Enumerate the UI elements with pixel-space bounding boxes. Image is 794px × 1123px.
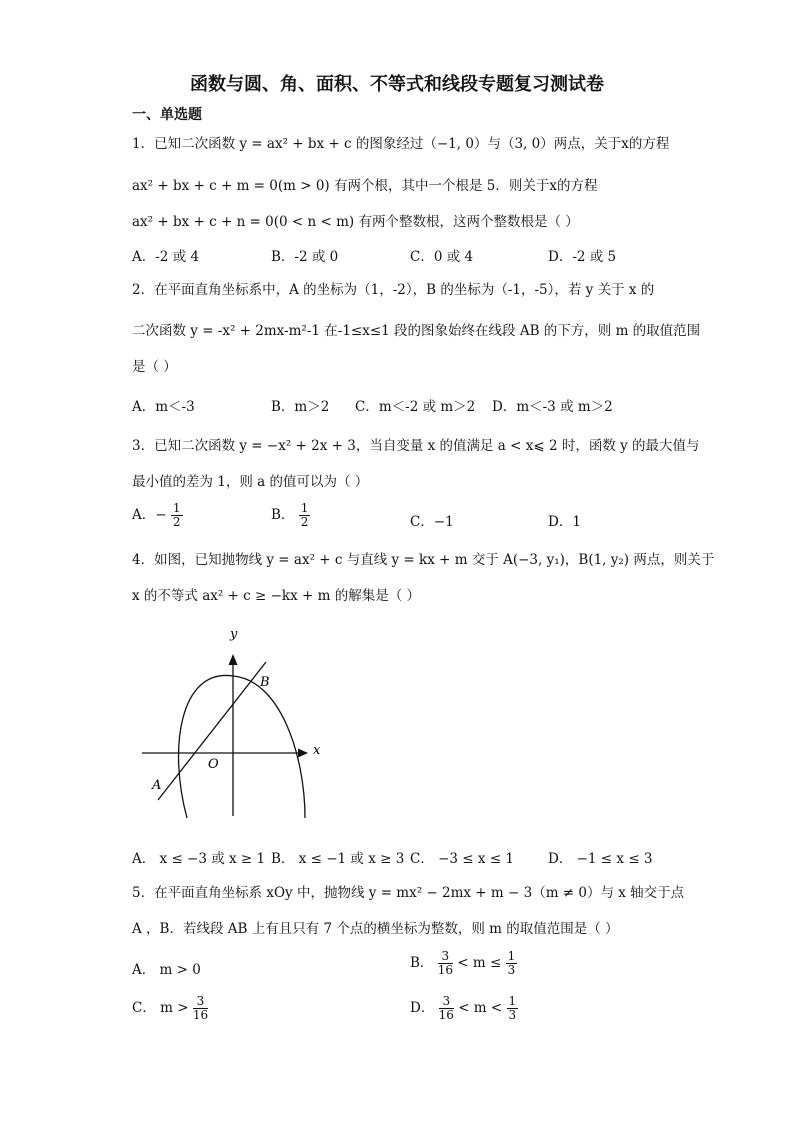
point-b-label: B	[260, 675, 270, 690]
q5-option-d-denominator-1: 16	[438, 1008, 454, 1022]
q5-option-d-numerator-2: 1	[508, 994, 517, 1008]
q5-option-d-denominator-2: 3	[508, 1008, 517, 1022]
q5-option-b[interactable]	[410, 950, 517, 977]
q5-option-c-numerator: 3	[193, 995, 208, 1009]
q3-option-a-denominator: 2	[172, 515, 181, 529]
q4-line1: 4．如图，已知抛物线 y = ax² + c 与直线 y = kx + m 交于 A(−3, y₁)，B(1, y₂) 两点，则关于	[132, 552, 715, 568]
q5-option-d-prefix: D．	[410, 1000, 435, 1016]
q5-option-b-numerator-1: 3	[438, 950, 453, 964]
q3-option-a[interactable]	[132, 502, 183, 529]
q2-line3: 是（ ）	[132, 359, 177, 375]
q5-option-c-prefix: C． m >	[132, 1000, 189, 1016]
straight-line	[158, 662, 266, 800]
q1-option-d[interactable]: D．-2 或 5	[548, 249, 617, 265]
q5-option-b-fraction-2	[506, 950, 518, 977]
q3-option-b-fraction	[299, 502, 311, 529]
q4-option-a[interactable]: A． x ≤ −3 或 x ≥ 1	[132, 851, 266, 867]
q4-option-c[interactable]: C． −3 ≤ x ≤ 1	[410, 851, 515, 867]
q2-option-d[interactable]: D．m＜-3 或 m＞2	[492, 399, 613, 415]
q5-option-d-fraction-1	[439, 995, 454, 1022]
page-title: 函数与圆、角、面积、不等式和线段专题复习测试卷	[190, 74, 604, 95]
parabola-curve	[179, 675, 305, 818]
q5-line2: A ，B．若线段 AB 上有且只有 7 个点的横坐标为整数，则 m 的取值范围是（ ）	[132, 921, 619, 937]
q3-option-a-fraction	[171, 502, 183, 529]
q4-option-d[interactable]: D． −1 ≤ x ≤ 3	[548, 851, 653, 867]
q1-option-a[interactable]: A．-2 或 4	[132, 249, 200, 265]
q3-option-d[interactable]: D．1	[548, 514, 581, 530]
q5-option-b-fraction-1	[438, 950, 453, 977]
q3-line2: 最小值的差为 1，则 a 的值可以为（ ）	[132, 474, 369, 490]
q2-option-a[interactable]: A．m＜-3	[132, 399, 195, 415]
q5-line1: 5．在平面直角坐标系 xOy 中，抛物线 y = mx² − 2mx + m − 3（m ≠ 0）与 x 轴交于点	[132, 885, 685, 901]
q2-line2: 二次函数 y = -x² + 2mx-m²-1 在-1≤x≤1 段的图象始终在线段 AB 的下方，则 m 的取值范围	[132, 323, 701, 339]
q1-line2: ax² + bx + c + m = 0(m > 0) 有两个根，其中一个根是 5．则关于x的方程	[132, 178, 598, 194]
q2-line1: 2．在平面直角坐标系中，A 的坐标为（1，-2），B 的坐标为（-1，-5），若 y 关于 x 的	[132, 282, 655, 298]
origin-label: O	[208, 757, 219, 772]
q5-option-c-denominator: 16	[192, 1008, 209, 1022]
q1-option-c[interactable]: C．0 或 4	[410, 249, 474, 265]
q5-option-d-relation: < m <	[458, 1000, 503, 1016]
q4-option-b[interactable]: B． x ≤ −1 或 x ≥ 3	[271, 851, 405, 867]
q5-option-c-fraction	[193, 995, 208, 1022]
q5-option-c[interactable]	[132, 995, 208, 1022]
q5-option-b-relation: < m ≤	[457, 955, 502, 971]
q3-option-b-numerator: 1	[300, 501, 309, 515]
q5-option-b-numerator-2: 1	[507, 949, 516, 963]
section-heading: 一、单选题	[132, 107, 202, 123]
q3-option-b-prefix: B．	[271, 507, 295, 523]
q2-option-b[interactable]: B．m＞2	[271, 399, 330, 415]
q3-option-b[interactable]	[271, 502, 310, 529]
q3-option-b-denominator: 2	[300, 515, 309, 529]
q5-option-d-fraction-2	[507, 995, 519, 1022]
q5-option-d[interactable]	[410, 995, 518, 1022]
q4-line2: x 的不等式 ax² + c ≥ −kx + m 的解集是（ ）	[132, 588, 421, 604]
point-a-label: A	[152, 778, 162, 793]
q5-option-d-numerator-1: 3	[439, 995, 454, 1009]
q5-option-a[interactable]: A． m > 0	[132, 962, 201, 978]
x-axis-label: x	[313, 743, 321, 758]
q1-line3: ax² + bx + c + n = 0(0 < n < m) 有两个整数根，这两个整数根是（ ）	[132, 214, 579, 230]
q1-line1: 1．已知二次函数 y = ax² + bx + c 的图象经过（−1, 0）与（3, 0）两点，关于x的方程	[132, 136, 670, 152]
q3-line1: 3．已知二次函数 y = −x² + 2x + 3，当自变量 x 的值满足 a < x⩽ 2 时，函数 y 的最大值与	[132, 438, 700, 454]
y-axis-label: y	[230, 627, 238, 642]
q3-option-a-numerator: 1	[172, 501, 181, 515]
q2-option-c[interactable]: C．m＜-2 或 m＞2	[355, 399, 476, 415]
q5-option-b-prefix: B．	[410, 955, 434, 971]
q3-option-c[interactable]: C．−1	[410, 514, 454, 530]
x-axis-arrow	[298, 749, 308, 758]
q5-option-b-denominator-2: 3	[507, 963, 516, 977]
y-axis-arrow	[229, 654, 238, 665]
q1-option-b[interactable]: B．-2 或 0	[271, 249, 339, 265]
q5-option-b-denominator-1: 16	[437, 963, 453, 977]
q3-option-a-prefix: A．−	[132, 507, 167, 523]
q4-figure	[140, 620, 340, 830]
